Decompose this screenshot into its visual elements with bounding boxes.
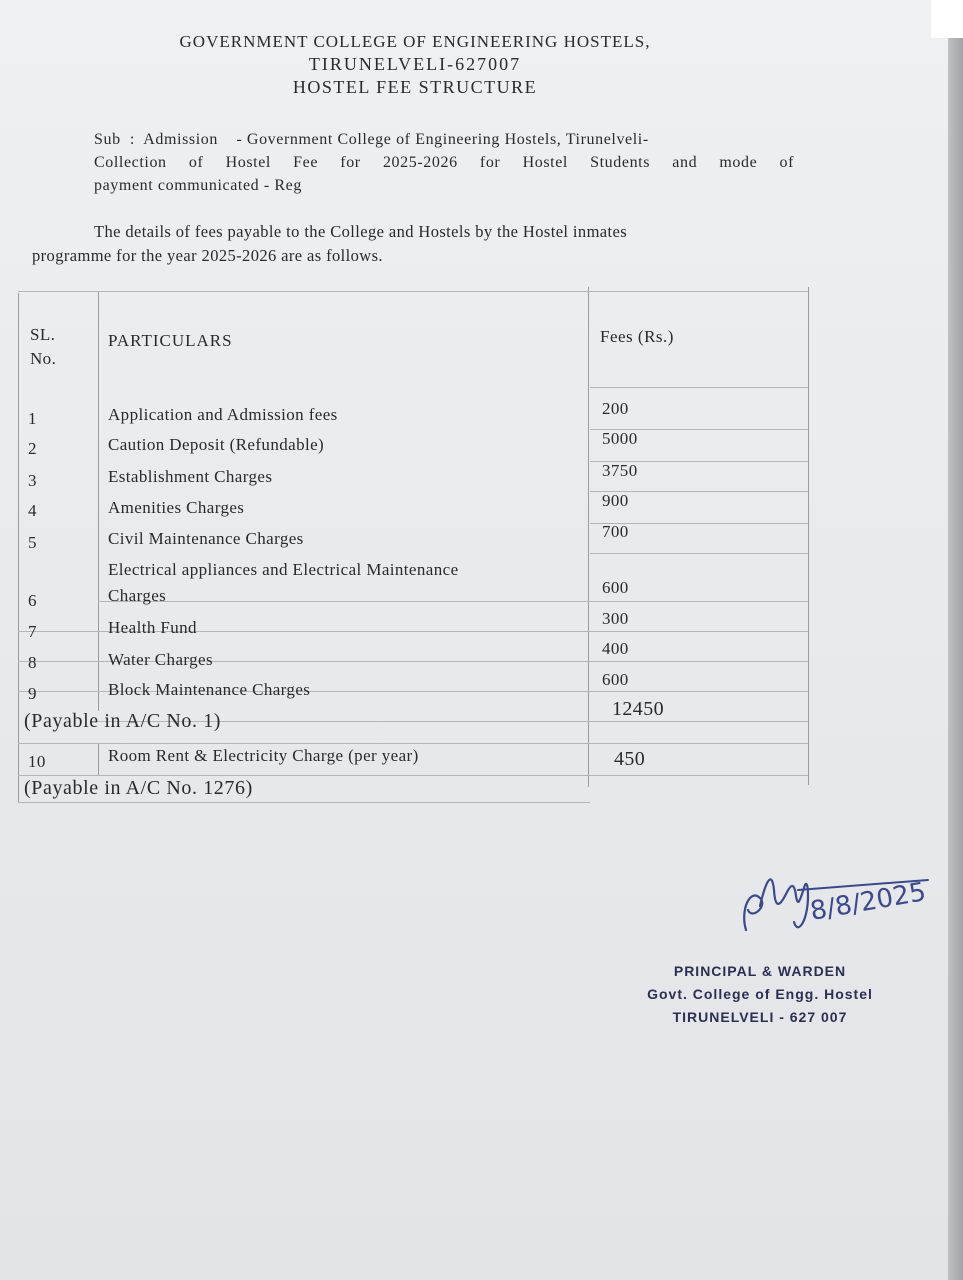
institution-name: GOVERNMENT COLLEGE OF ENGINEERING HOSTELS, bbox=[179, 32, 651, 51]
row-10-sl: 10 bbox=[28, 752, 46, 771]
subtotal-fee: 12450 bbox=[612, 698, 664, 720]
row-4-sl: 4 bbox=[28, 501, 37, 520]
row-6-sl: 6 bbox=[28, 591, 37, 610]
subject-word: and bbox=[672, 154, 698, 171]
row-1-particular: Application and Admission fees bbox=[108, 405, 338, 424]
row-2-particular: Caution Deposit (Refundable) bbox=[108, 435, 325, 454]
stamp-line-1: PRINCIPAL & WARDEN bbox=[673, 963, 847, 979]
subject-line-1: Sub : Admission - Government College of Engineering Hostels, Tirunelveli- bbox=[94, 131, 649, 148]
subject-word: for bbox=[479, 154, 501, 171]
subject-word: Hostel bbox=[225, 154, 271, 171]
signature-date: 8/8/2025 bbox=[808, 877, 929, 927]
row-2-fee: 5000 bbox=[602, 429, 638, 448]
desk-background bbox=[948, 0, 963, 1280]
subject-word: mode bbox=[719, 154, 758, 171]
row-10-fee: 450 bbox=[614, 748, 646, 770]
row-6-particular-line-2: Charges bbox=[108, 586, 167, 605]
row-1-fee: 200 bbox=[602, 399, 629, 418]
payable-account-1: (Payable in A/C No. 1) bbox=[24, 710, 222, 732]
header-fees: Fees (Rs.) bbox=[600, 327, 674, 346]
row-9-particular: Block Maintenance Charges bbox=[108, 680, 311, 699]
row-3-sl: 3 bbox=[28, 471, 37, 490]
row-5-particular: Civil Maintenance Charges bbox=[108, 529, 304, 548]
intro-line-1: The details of fees payable to the College and Hostels by the Hostel inmates bbox=[94, 222, 628, 241]
column-divider-sl bbox=[98, 291, 99, 711]
signature-icon bbox=[738, 850, 938, 940]
table-border-left bbox=[18, 293, 19, 803]
subject-word: 2025-2026 bbox=[382, 154, 458, 171]
row-1-sl: 1 bbox=[28, 409, 37, 428]
fee-table bbox=[18, 287, 810, 803]
row-9-fee: 600 bbox=[602, 670, 629, 689]
subject-word: Students bbox=[590, 154, 651, 171]
header-particulars: PARTICULARS bbox=[108, 331, 233, 350]
intro-paragraph bbox=[32, 220, 752, 268]
stamp-line-3: TIRUNELVELI - 627 007 bbox=[672, 1009, 848, 1025]
row-8-particular: Water Charges bbox=[108, 650, 214, 669]
row-5-sl: 5 bbox=[28, 533, 37, 552]
row-10-particular: Room Rent & Electricity Charge (per year) bbox=[108, 746, 419, 765]
subject-word: of bbox=[188, 154, 204, 171]
row-7-sl: 7 bbox=[28, 622, 37, 641]
column-divider-fees bbox=[588, 287, 589, 787]
row-9-sl: 9 bbox=[28, 684, 37, 703]
institution-location: TIRUNELVELI-627007 bbox=[308, 54, 522, 74]
row-3-fee: 3750 bbox=[602, 461, 638, 480]
principal-stamp bbox=[615, 960, 905, 1029]
row-4-particular: Amenities Charges bbox=[108, 498, 245, 517]
header-sl-label: SL. bbox=[30, 325, 56, 344]
payable-account-2: (Payable in A/C No. 1276) bbox=[24, 777, 253, 799]
subject-line-2 bbox=[94, 151, 794, 174]
row-rule bbox=[18, 743, 808, 744]
row-7-fee: 300 bbox=[602, 609, 629, 628]
row-8-fee: 400 bbox=[602, 639, 629, 658]
header-rule bbox=[590, 387, 808, 388]
document-title: HOSTEL FEE STRUCTURE bbox=[292, 77, 538, 97]
table-border-bottom bbox=[18, 802, 590, 803]
header-sl-no bbox=[30, 323, 56, 371]
header-no-label: No. bbox=[30, 349, 57, 368]
intro-line-2: programme for the year 2025-2026 are as follows. bbox=[32, 246, 383, 265]
row-5-fee: 700 bbox=[602, 522, 629, 541]
row-rule bbox=[590, 553, 808, 554]
subject-word: Collection bbox=[94, 154, 167, 171]
row-3-particular: Establishment Charges bbox=[108, 467, 273, 486]
subject-word: of bbox=[779, 154, 795, 171]
subject-word: Fee bbox=[293, 154, 319, 171]
row-rule bbox=[18, 775, 808, 776]
row-4-fee: 900 bbox=[602, 491, 629, 510]
background-corner bbox=[931, 0, 963, 38]
subject-word: Hostel bbox=[522, 154, 568, 171]
table-border-right bbox=[808, 287, 809, 785]
subject-line-3: payment communicated - Reg bbox=[94, 177, 302, 194]
row-6-particular-line-1: Electrical appliances and Electrical Maintenance bbox=[108, 560, 459, 579]
row-2-sl: 2 bbox=[28, 439, 37, 458]
row-6-particular bbox=[108, 557, 459, 609]
stamp-line-2: Govt. College of Engg. Hostel bbox=[647, 986, 873, 1002]
row-6-fee: 600 bbox=[602, 578, 629, 597]
row-7-particular: Health Fund bbox=[108, 618, 197, 637]
table-border-top bbox=[18, 291, 808, 292]
subject-word: for bbox=[340, 154, 361, 171]
row-8-sl: 8 bbox=[28, 653, 37, 672]
column-divider-sl-row10 bbox=[98, 743, 99, 775]
subject-block bbox=[94, 128, 794, 197]
